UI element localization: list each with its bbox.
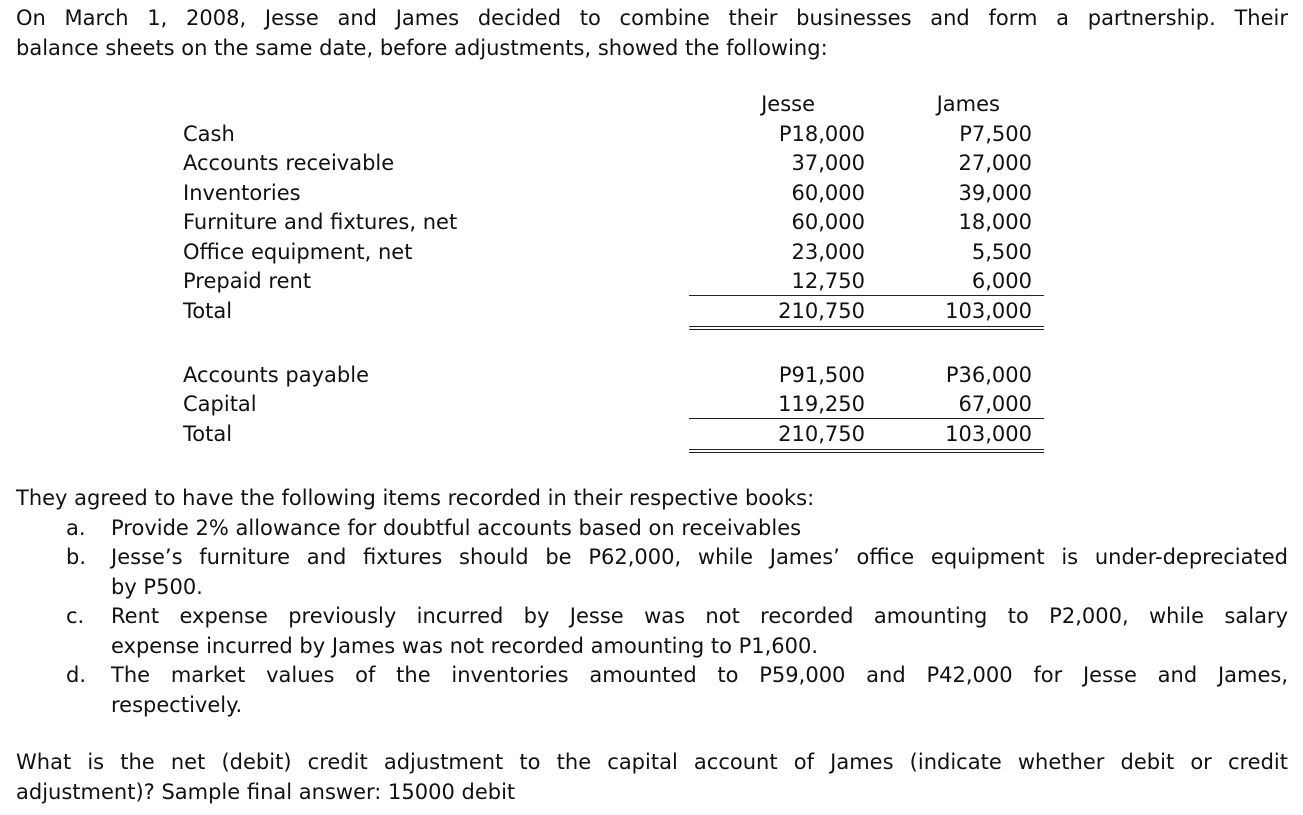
item-marker: a. xyxy=(66,515,86,540)
james-total: 103,000 xyxy=(945,299,1032,323)
james-value: 39,000 xyxy=(958,181,1032,205)
row-label: Office equipment, net xyxy=(183,240,413,264)
list-item xyxy=(16,661,1288,720)
subtotal-rule xyxy=(689,295,1044,296)
item-text: Rent expense previously incurred by Jesse was not recorded amounting to P2,000, while salary xyxy=(111,604,1288,628)
jesse-value: 119,250 xyxy=(778,392,865,416)
jesse-value: P91,500 xyxy=(778,363,865,387)
table-row xyxy=(0,361,1303,390)
list-item xyxy=(16,543,1288,602)
james-value: P7,500 xyxy=(959,122,1032,146)
table-row xyxy=(0,238,1303,267)
row-label: Capital xyxy=(183,392,257,416)
jesse-total: 210,750 xyxy=(778,299,865,323)
jesse-value: 60,000 xyxy=(791,210,865,234)
subtotal-rule xyxy=(689,418,1044,419)
question-paragraph xyxy=(16,748,1288,807)
item-marker: d. xyxy=(66,663,87,687)
jesse-value: P18,000 xyxy=(778,122,865,146)
double-rule-bottom xyxy=(689,329,1044,330)
row-label: Accounts payable xyxy=(183,363,369,387)
intro-paragraph xyxy=(16,4,1288,63)
agreement-lead: They agreed to have the following items recorded in their respective books: xyxy=(16,486,815,510)
double-rule-top xyxy=(689,449,1044,450)
james-value: 5,500 xyxy=(971,240,1032,264)
double-rule-bottom xyxy=(689,452,1044,453)
adjustment-list xyxy=(16,514,1288,721)
james-total: 103,000 xyxy=(945,422,1032,446)
item-marker: c. xyxy=(66,604,85,628)
james-value: 67,000 xyxy=(958,392,1032,416)
double-rule-top xyxy=(689,326,1044,327)
jesse-value: 23,000 xyxy=(791,240,865,264)
row-label: Inventories xyxy=(183,181,301,205)
table-row xyxy=(0,179,1303,208)
item-text: Jesse’s furniture and fixtures should be P62,000, while James’ office equipment is under-depreciated xyxy=(111,545,1288,569)
table-row xyxy=(0,149,1303,178)
james-value: 6,000 xyxy=(971,269,1032,293)
james-value: 27,000 xyxy=(958,151,1032,175)
row-label: Accounts receivable xyxy=(183,151,395,175)
row-label: Furniture and fixtures, net xyxy=(183,210,458,234)
table-row xyxy=(0,208,1303,237)
column-header-jesse: Jesse xyxy=(761,92,815,116)
table-row xyxy=(0,390,1303,419)
table-row xyxy=(0,120,1303,149)
total-row xyxy=(0,297,1303,326)
item-text-continued: expense incurred by James was not recorded amounting to P1,600. xyxy=(111,633,819,658)
jesse-value: 60,000 xyxy=(791,181,865,205)
column-header-james: James xyxy=(936,92,1000,116)
intro-line-1: On March 1, 2008, Jesse and James decided to combine their businesses and form a partnership. Their xyxy=(16,6,1288,30)
jesse-total: 210,750 xyxy=(778,422,865,446)
item-text-continued: by P500. xyxy=(111,574,203,599)
item-text: The market values of the inventories amounted to P59,000 and P42,000 for Jesse and James, xyxy=(111,663,1288,687)
row-label: Prepaid rent xyxy=(183,269,312,293)
list-item xyxy=(16,602,1288,661)
total-label: Total xyxy=(183,422,233,446)
column-header-row xyxy=(0,90,1303,119)
agreement-section xyxy=(16,484,1288,720)
row-label: Cash xyxy=(183,122,235,146)
question-line-2: adjustment)? Sample final answer: 15000 debit xyxy=(16,779,516,804)
question-line-1: What is the net (debit) credit adjustment to the capital account of James (indicate whether debit or credit xyxy=(16,750,1288,774)
table-row xyxy=(0,267,1303,296)
list-item xyxy=(16,514,1288,544)
intro-line-2: balance sheets on the same date, before adjustments, showed the following: xyxy=(16,35,828,60)
item-text-continued: respectively. xyxy=(111,692,243,717)
jesse-value: 37,000 xyxy=(791,151,865,175)
james-value: 18,000 xyxy=(958,210,1032,234)
item-marker: b. xyxy=(66,545,87,569)
total-row xyxy=(0,420,1303,449)
james-value: P36,000 xyxy=(945,363,1032,387)
jesse-value: 12,750 xyxy=(791,269,865,293)
total-label: Total xyxy=(183,299,233,323)
item-text: Provide 2% allowance for doubtful accounts based on receivables xyxy=(111,515,802,540)
